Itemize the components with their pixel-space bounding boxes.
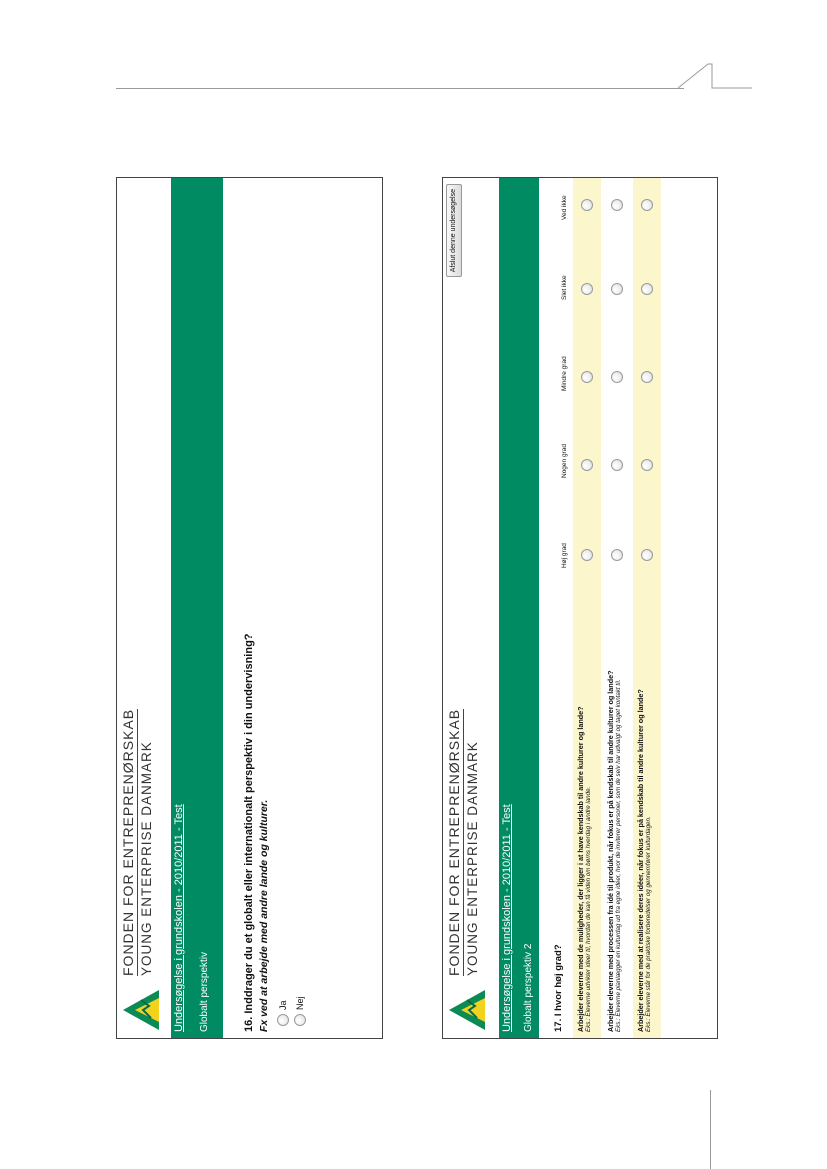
header-tab-notch [678, 58, 758, 98]
row-question: Arbejder eleverne med processen fra idé til produkt, når fokus er på kendskab til andre kulturer og lande? [606, 670, 615, 1032]
screenshot-question-17 [442, 177, 718, 1039]
header-rule [116, 88, 684, 89]
question-title: 17. I hvor høj grad? [553, 944, 564, 1032]
radio-button[interactable] [581, 459, 593, 471]
row-question: Arbejder eleverne med at realisere deres idéer, når fokus er på kendskab til andre kulturer og lande? [636, 689, 645, 1032]
row-hint: Eks.: Eleverne planlægger en kulturdag ud fra egne idéer, hvor de inviterer personer, som de selv har udvalgt og taget kontakt til. [615, 679, 622, 1032]
radio-button[interactable] [641, 459, 653, 471]
option-label: Ja [278, 1000, 288, 1010]
radio-button[interactable] [581, 199, 593, 211]
rotated-survey-page [443, 178, 717, 1038]
radio-button[interactable] [294, 1014, 306, 1026]
question-title: 16. Inddrager du et globalt eller internationalt perspektiv i din undervisning? [243, 633, 255, 1032]
logo-mark-icon [447, 988, 487, 1032]
radio-button[interactable] [611, 371, 623, 383]
row-hint: Eks.: Eleverne står for de praktiske forberedelser og gennemfører kulturdagen. [645, 816, 652, 1032]
close-survey-button[interactable]: Afslut denne undersøgelse [446, 184, 462, 277]
radio-button[interactable] [277, 1014, 289, 1026]
logo-mark-icon [121, 988, 161, 1032]
option-ja[interactable] [277, 1000, 289, 1026]
screenshot-question-16 [116, 177, 383, 1039]
logo-area [443, 178, 495, 1038]
column-header: Mindre grad [561, 356, 568, 391]
logo-line-2: YOUNG ENTERPRISE DANMARK [463, 709, 480, 976]
footer-rule [710, 1090, 711, 1169]
column-header: Ved ikke [561, 195, 568, 220]
radio-button[interactable] [611, 549, 623, 561]
radio-button[interactable] [641, 371, 653, 383]
logo-area [117, 178, 169, 1038]
column-header: Slet ikke [561, 275, 568, 300]
logo-line-1: FONDEN FOR ENTREPRENØRSKAB [446, 708, 462, 976]
radio-button[interactable] [641, 283, 653, 295]
column-header: Nogen grad [561, 444, 568, 478]
radio-button[interactable] [611, 459, 623, 471]
option-label: Nej [295, 996, 305, 1010]
row-hint: Eks.: Eleverne udvikler ideer til, hvordan de kan få viden om børns hverdag i andre lande. [585, 786, 592, 1032]
table-row [603, 178, 631, 1038]
survey-title-link[interactable]: Undersøgelse i grundskolen - 2010/2011 - Test [501, 804, 513, 1032]
logo-text [447, 709, 480, 976]
survey-header-band [499, 178, 539, 1038]
survey-header-band [171, 178, 223, 1038]
radio-button[interactable] [611, 199, 623, 211]
radio-button[interactable] [641, 199, 653, 211]
radio-button[interactable] [581, 371, 593, 383]
radio-button[interactable] [641, 549, 653, 561]
radio-button[interactable] [611, 283, 623, 295]
logo-line-2: YOUNG ENTERPRISE DANMARK [137, 709, 154, 976]
rotated-survey-page [117, 178, 382, 1038]
section-title: Globalt perspektiv [199, 951, 210, 1032]
survey-title-link[interactable]: Undersøgelse i grundskolen - 2010/2011 - Test [173, 804, 185, 1032]
logo-text [121, 709, 154, 976]
table-row [573, 178, 601, 1038]
table-row [633, 178, 661, 1038]
option-nej[interactable] [294, 996, 306, 1026]
radio-button[interactable] [581, 283, 593, 295]
question-hint: Fx ved at arbejde med andre lande og kulturer. [258, 799, 270, 1032]
section-title: Globalt perspektiv 2 [523, 943, 534, 1032]
logo-line-1: FONDEN FOR ENTREPRENØRSKAB [120, 708, 136, 976]
column-header: Høj grad [561, 543, 568, 568]
radio-button[interactable] [581, 549, 593, 561]
row-question: Arbejder eleverne med de muligheder, der ligger i at have kendskab til andre kulturer og lande? [576, 706, 585, 1032]
